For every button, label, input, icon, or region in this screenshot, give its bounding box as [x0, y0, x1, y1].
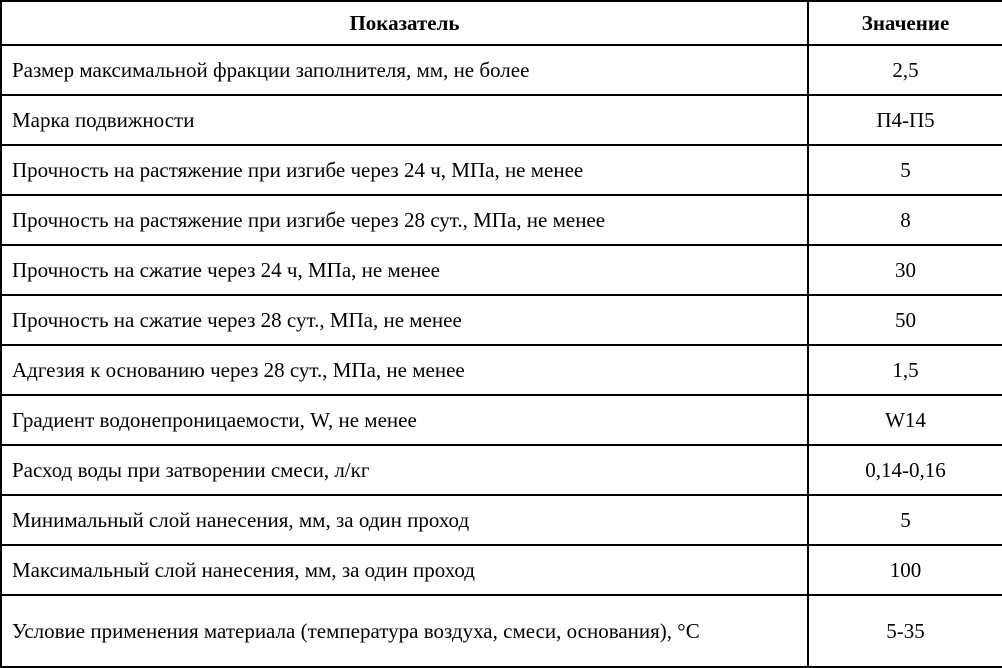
table-row	[1, 595, 1002, 667]
table-row	[1, 45, 1002, 95]
table-row	[1, 195, 1002, 245]
indicator-cell: Градиент водонепроницаемости, W, не менее	[1, 395, 808, 445]
value-cell: 0,14-0,16	[808, 445, 1002, 495]
table-row	[1, 445, 1002, 495]
indicator-cell: Прочность на сжатие через 24 ч, МПа, не менее	[1, 245, 808, 295]
indicator-cell: Условие применения материала (температура воздуха, смеси, основания), °С	[1, 595, 808, 667]
table-row	[1, 545, 1002, 595]
table-row	[1, 145, 1002, 195]
value-cell: 100	[808, 545, 1002, 595]
column-header-indicator: Показатель	[1, 1, 808, 45]
column-header-value: Значение	[808, 1, 1002, 45]
value-cell: 2,5	[808, 45, 1002, 95]
value-cell: W14	[808, 395, 1002, 445]
indicator-cell: Максимальный слой нанесения, мм, за один проход	[1, 545, 808, 595]
value-cell: 30	[808, 245, 1002, 295]
indicator-cell: Прочность на сжатие через 28 сут., МПа, не менее	[1, 295, 808, 345]
indicator-cell: Адгезия к основанию через 28 сут., МПа, не менее	[1, 345, 808, 395]
indicator-cell: Расход воды при затворении смеси, л/кг	[1, 445, 808, 495]
table-header-row	[1, 1, 1002, 45]
value-cell: 5-35	[808, 595, 1002, 667]
table-row	[1, 295, 1002, 345]
value-cell: 5	[808, 145, 1002, 195]
value-cell: 8	[808, 195, 1002, 245]
indicator-cell: Марка подвижности	[1, 95, 808, 145]
table-row	[1, 245, 1002, 295]
value-cell: 1,5	[808, 345, 1002, 395]
indicator-cell: Прочность на растяжение при изгибе через 28 сут., МПа, не менее	[1, 195, 808, 245]
table-row	[1, 495, 1002, 545]
value-cell: 50	[808, 295, 1002, 345]
indicator-cell: Размер максимальной фракции заполнителя, мм, не более	[1, 45, 808, 95]
value-cell: 5	[808, 495, 1002, 545]
table-row	[1, 395, 1002, 445]
value-cell: П4-П5	[808, 95, 1002, 145]
indicator-cell: Минимальный слой нанесения, мм, за один проход	[1, 495, 808, 545]
table-row	[1, 95, 1002, 145]
table-row	[1, 345, 1002, 395]
indicator-cell: Прочность на растяжение при изгибе через 24 ч, МПа, не менее	[1, 145, 808, 195]
